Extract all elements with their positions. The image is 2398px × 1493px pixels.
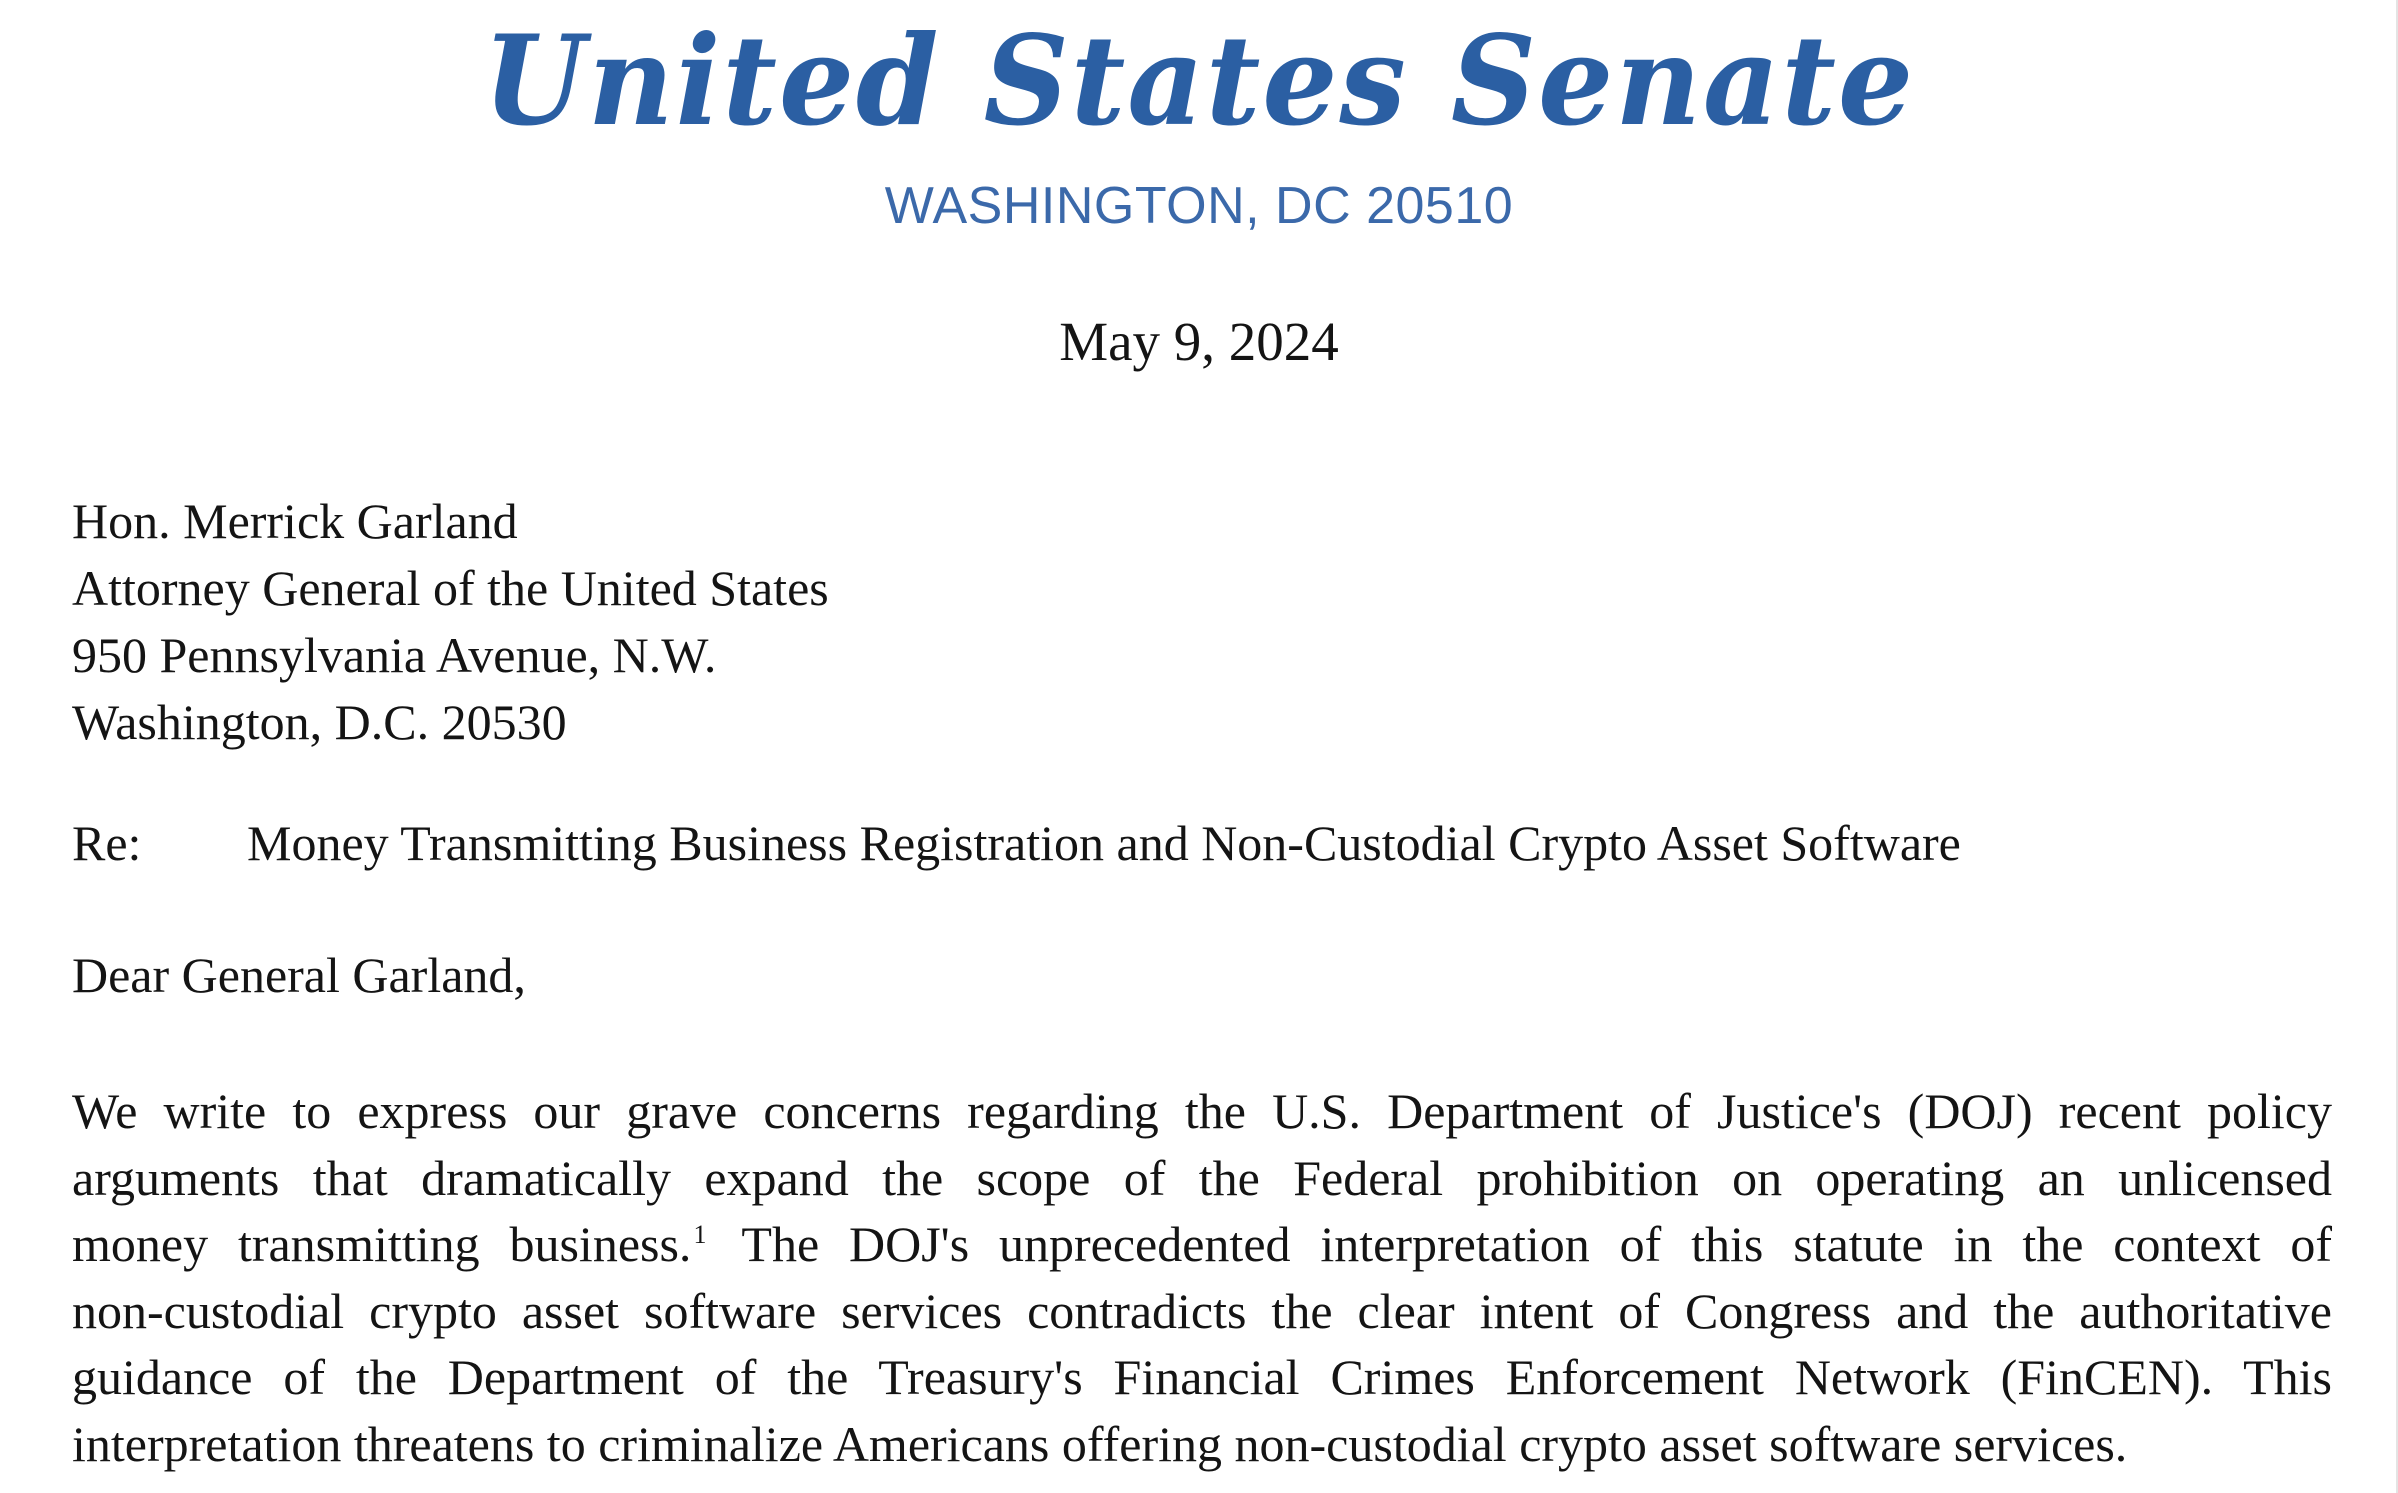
body-line: non-custodial crypto asset software services contradicts the clear intent of Congress and the authoritative: [72, 1282, 2332, 1339]
subject-label: Re:: [72, 815, 142, 871]
subject-line: [72, 814, 1961, 872]
footnote-reference[interactable]: 1: [693, 1220, 707, 1250]
body-line: [72, 1211, 2332, 1278]
body-line: We write to express our grave concerns regarding the U.S. Department of Justice's (DOJ) recent policy: [72, 1083, 2332, 1139]
recipient-city: Washington, D.C. 20530: [72, 694, 567, 750]
senate-letterhead-title: United States Senate: [482, 7, 1916, 154]
recipient-street: 950 Pennsylvania Avenue, N.W.: [72, 627, 717, 683]
letterhead-address: WASHINGTON, DC 20510: [884, 177, 1514, 235]
body-line: guidance of the Department of the Treasury's Financial Crimes Enforcement Network (FinCEN). This: [72, 1349, 2332, 1405]
body-text: money transmitting business.: [72, 1216, 692, 1272]
body-text: The DOJ's unprecedented interpretation of this statute in the context of: [741, 1216, 2332, 1272]
body-line: interpretation threatens to criminalize Americans offering non-custodial crypto asset software services.: [72, 1415, 2128, 1472]
body-line: arguments that dramatically expand the scope of the Federal prohibition on operating an unlicensed: [72, 1149, 2332, 1206]
letter-date: May 9, 2024: [1059, 311, 1339, 372]
recipient-name: Hon. Merrick Garland: [72, 493, 518, 549]
body-paragraph: [72, 1078, 2332, 1477]
salutation: Dear General Garland,: [72, 947, 526, 1003]
recipient-title: Attorney General of the United States: [72, 560, 829, 616]
letterhead: [0, 6, 2398, 156]
subject-text: Money Transmitting Business Registration and Non-Custodial Crypto Asset Software: [247, 815, 1961, 871]
recipient-address: [72, 488, 829, 756]
